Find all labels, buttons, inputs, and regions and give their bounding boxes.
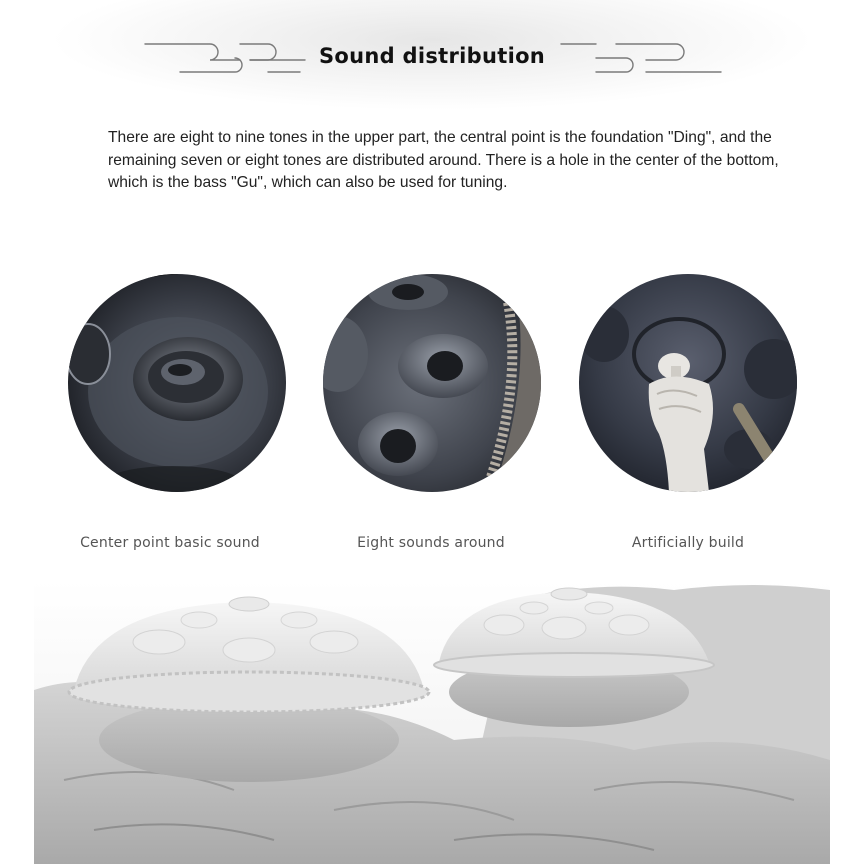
caption-center-point: Center point basic sound <box>80 535 260 551</box>
artificially-build-photo <box>579 274 797 492</box>
caption-eight-sounds: Eight sounds around <box>357 535 505 551</box>
section-title: Sound distribution <box>318 44 546 68</box>
caption-artificially-build: Artificially build <box>631 535 745 551</box>
handpans-on-rocks-photo <box>34 580 830 864</box>
intro-paragraph: There are eight to nine tones in the upper part, the central point is the foundation "Ding", and the remaining seven or eight tones are distributed around. There is a hole in the center of the bottom, which is the bass "Gu", which can also be used for tuning. <box>108 129 779 191</box>
center-point-photo <box>68 274 286 492</box>
eight-sounds-photo <box>323 274 541 492</box>
